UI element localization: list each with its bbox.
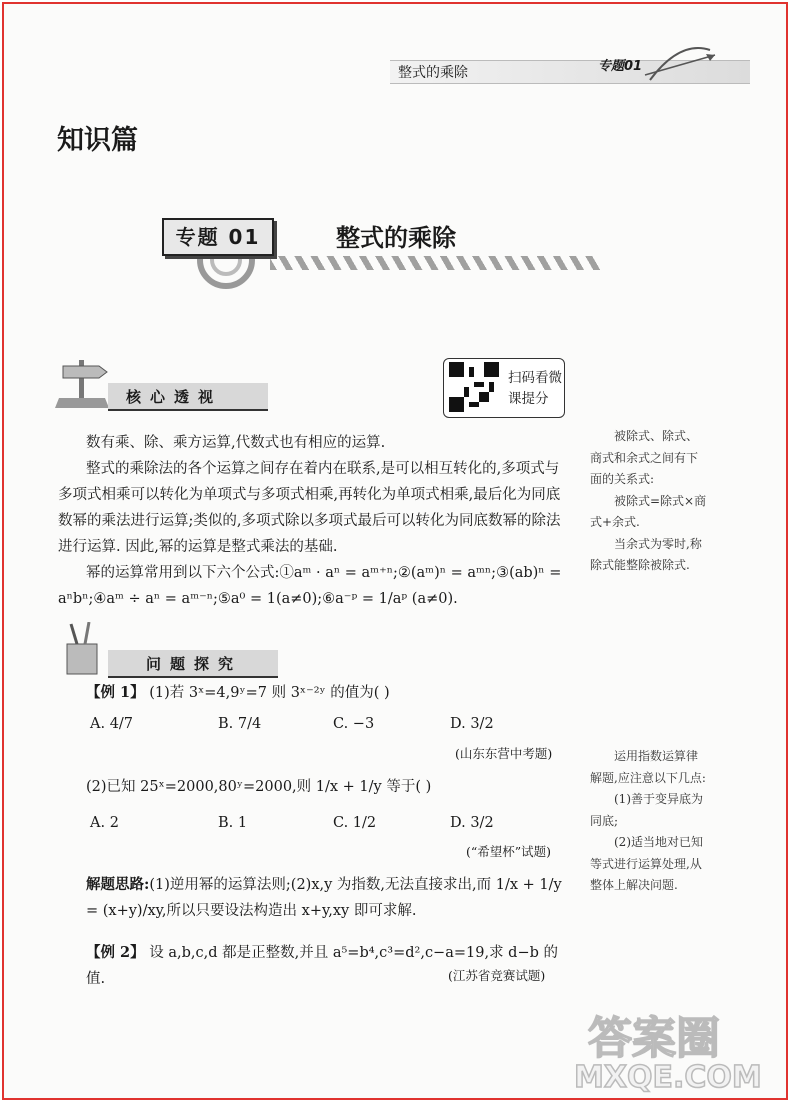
solution-label: 解题思路:	[86, 876, 150, 893]
option: A. 4/7	[90, 716, 134, 732]
example-2-text: 设 a,b,c,d 都是正整数,并且 a⁵=b⁴,c³=d²,c−a=19,求 d−b 的值.	[86, 945, 558, 987]
option: B. 1	[218, 815, 248, 831]
side-note-explore-line: (1)善于变异底为同底;	[590, 792, 703, 828]
topic-decor-stripe	[270, 256, 600, 270]
side-note-explore-line: (2)适当地对已知等式进行运算处理,从整体上解决问题.	[590, 835, 703, 892]
source-note: (“希望杯”试题)	[466, 844, 552, 859]
pencil-cup-icon	[55, 622, 110, 677]
option: A. 2	[90, 815, 119, 831]
bow-arrow-icon	[640, 40, 720, 90]
option: C. 1/2	[333, 815, 377, 831]
core-paragraph-2: 整式的乘除法的各个运算之间存在着内在联系,是可以相互转化的,多项式与多项式相乘可以转化为单项式与多项式相乘,再转化为单项式相乘,最后化为同底数幂的乘法进行运算;类似的,多项式除以多项式最后可以转化为同底数幂的除法进行运算. 因此,幂的运算是整式乘法的基础.	[58, 461, 561, 555]
topic-label-box: 专题 01	[162, 218, 274, 256]
side-note-core-line: 被除式、除式、商式和余式之间有下面的关系式:	[590, 429, 699, 486]
qr-code-caption: 扫码看微课提分	[508, 370, 562, 407]
section-title: 知识篇	[57, 125, 138, 156]
explore-banner-label: 问题探究	[146, 655, 243, 673]
running-header-tag: 专题01	[598, 59, 643, 74]
option: C. −3	[333, 716, 375, 732]
qr-code-icon[interactable]	[449, 362, 499, 412]
option: B. 7/4	[218, 716, 262, 732]
solution-hint	[86, 872, 566, 924]
source-note: (江苏省竞赛试题)	[448, 968, 546, 983]
side-note-explore-line: 运用指数运算律解题,应注意以下几点:	[590, 749, 706, 785]
watermark-url: MXQE.COM	[574, 1060, 762, 1095]
example-1-q1	[86, 680, 390, 706]
topic-title: 整式的乘除	[336, 224, 456, 252]
side-note-explore	[590, 746, 708, 897]
example-1-q2: (2)已知 25ˣ=2000,80ʸ=2000,则 1/x + 1/y 等于( )	[86, 779, 432, 795]
solution-text: (1)逆用幂的运算法则;(2)x,y 为指数,无法直接求出,而 1/x + 1/y = (x+y)/xy,所以只要设法构造出 x+y,xy 即可求解.	[86, 877, 562, 919]
option: D. 3/2	[450, 815, 494, 831]
running-header-title: 整式的乘除	[398, 65, 468, 81]
side-note-core	[590, 426, 708, 577]
example-1-q1-text: (1)若 3ˣ=4,9ʸ=7 则 3ˣ⁻²ʸ 的值为( )	[149, 685, 390, 701]
source-note: (山东东营中考题)	[455, 746, 553, 761]
core-paragraph-1: 数有乘、除、乘方运算,代数式也有相应的运算.	[86, 435, 386, 451]
example-1-label: 【例 1】	[86, 684, 145, 701]
side-note-core-line: 被除式=除式×商式+余式.	[590, 493, 707, 529]
signpost-icon	[55, 356, 110, 411]
side-note-core-line: 当余式为零时,称除式能整除被除式.	[590, 536, 702, 572]
example-2-label: 【例 2】	[86, 944, 145, 961]
watermark-logo: 答案圈	[588, 1013, 720, 1064]
core-paragraph-3: 幂的运算常用到以下六个公式:①aᵐ · aⁿ = aᵐ⁺ⁿ;②(aᵐ)ⁿ = aᵐⁿ;③(ab)ⁿ = aⁿbⁿ;④aᵐ ÷ aⁿ = aᵐ⁻ⁿ;⑤a⁰ = 1(a≠0);⑥a⁻ᵖ = 1/aᵖ (a≠0).	[58, 565, 562, 607]
option: D. 3/2	[450, 716, 494, 732]
core-banner-label: 核心透视	[126, 388, 223, 406]
